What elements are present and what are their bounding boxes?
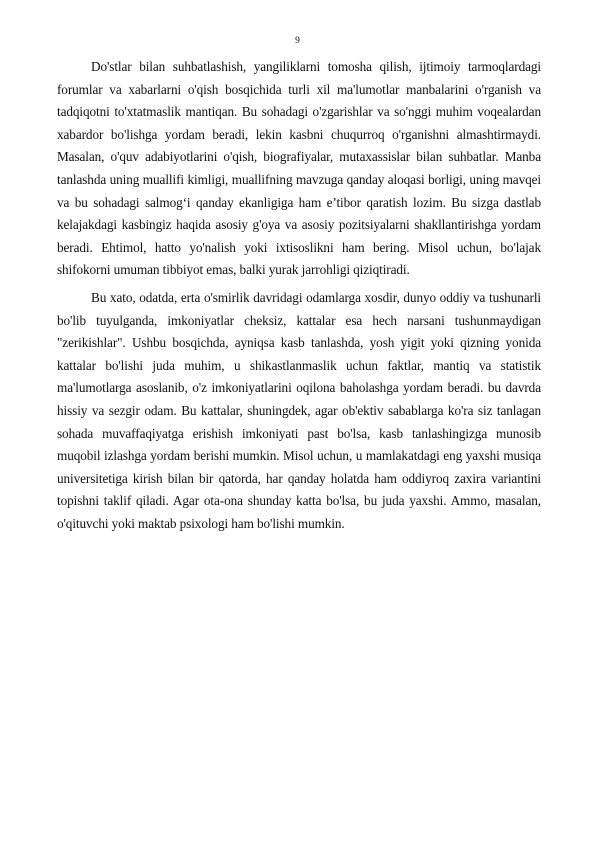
page-number: 9 (295, 36, 300, 46)
body-text (57, 56, 541, 540)
paragraph-1: Do'stlar bilan suhbatlashish, yangiliklarni tomosha qilish, ijtimoiy tarmoqlardagi forumlar va xabarlarni o'qish bosqichida turli xil ma'lumotlar manbalarini o'rganish va tadqiqotni to'xtatmaslik mantiqan. Bu sohadagi o'zgarishlar va so'nggi muhim voqealardan xabardor bo'lishga yordam beradi, lekin kasbni chuqurroq o'rganishni almashtirmaydi. Masalan, o'quv adabiyotlarini o'qish, biografiyalar, mutaxassislar bilan suhbatlar. Manba tanlashda uning muallifi kimligi, muallifning mavzuga qanday aloqasi borligi, uning mavqei va bu sohadagi salmog‘i qanday ekanligiga ham e’tibor qaratish lozim. Bu sizga dastlab kelajakdagi kasbingiz haqida asosiy g'oya va asosiy pozitsiyalarni shakllantirishga yordam beradi. Ehtimol, hatto yo'nalish yoki ixtisoslikni ham bering. Misol uchun, bo'lajak shifokorni umuman tibbiyot emas, balki yurak jarrohligi qiziqtiradi. (57, 59, 541, 278)
paragraph-2: Bu xato, odatda, erta o'smirlik davridagi odamlarga xosdir, dunyo oddiy va tushunarli bo'lib tuyulganda, imkoniyatlar cheksiz, kattalar esa hech narsani tushunmaydigan "zerikishlar". Ushbu bosqichda, ayniqsa kasb tanlashda, yosh yigit yoki qizning yonida kattalar bo'lishi juda muhim, u shikastlanmaslik uchun faktlar, mantiq va statistik ma'lumotlarga asoslanib, o'z imkoniyatlarini oqilona baholashga yordam beradi. bu davrda hissiy va sezgir odam. Bu kattalar, shuningdek, agar ob'ektiv sabablarga ko'ra siz tanlagan sohada muvaffaqiyatga erishish imkoniyati past bo'lsa, kasb tanlashingizga munosib muqobil izlashga yordam berishi mumkin. Misol uchun, u mamlakatdagi eng yaxshi musiqa universitetiga kirish bilan bir qatorda, har qanday holatda ham oddiyroq zaxira variantini topishni taklif qiladi. Agar ota-ona shunday katta bo'lsa, bu juda yaxshi. Ammo, masalan, o'qituvchi yoki maktab psixologi ham bo'lishi mumkin. (57, 289, 541, 531)
